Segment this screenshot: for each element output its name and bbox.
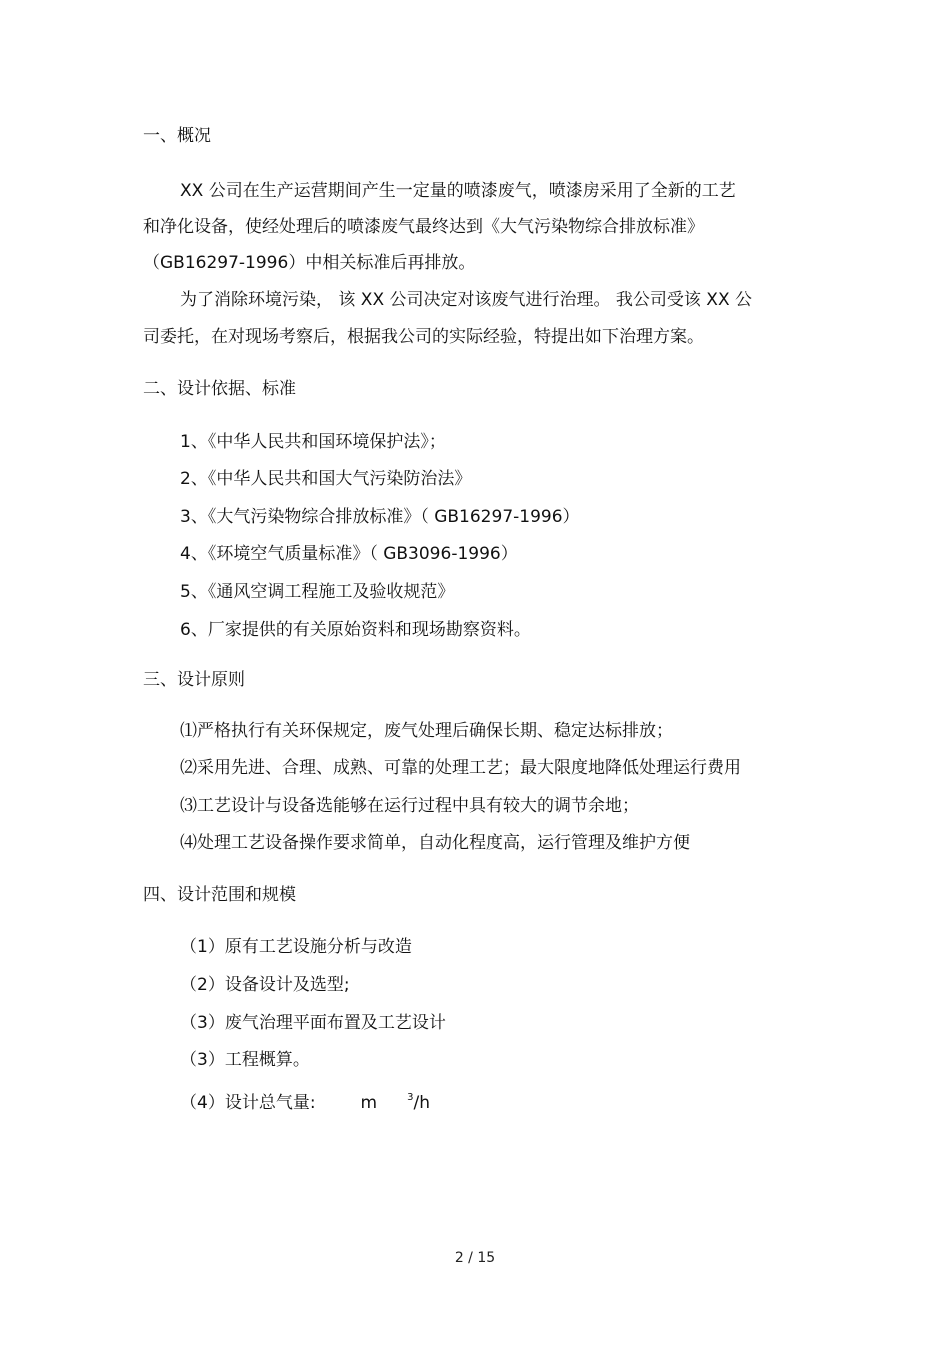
list-item: 4、《环境空气质量标准》（ GB3096-1996） [180,544,518,564]
paragraph-line: 和净化设备，使经处理后的喷漆废气最终达到《大气污染物综合排放标准》 [143,217,704,237]
list-item: （1）原有工艺设施分析与改造 [180,937,412,957]
list-item: （3）废气治理平面布置及工艺设计 [180,1013,446,1033]
list-item: 6、厂家提供的有关原始资料和现场勘察资料。 [180,620,531,640]
section-heading-basis: 二、设计依据、标准 [143,379,296,399]
list-item: （2）设备设计及选型; [180,975,350,995]
paragraph-line: （GB16297-1996）中相关标准后再排放。 [143,253,476,273]
page-number: 2 / 15 [454,1250,496,1266]
paragraph-line: 司委托，在对现场考察后，根据我公司的实际经验，特提出如下治理方案。 [143,327,704,347]
list-item: 2、《中华人民共和国大气污染防治法》 [180,469,472,489]
airflow-unit-m: m [360,1093,378,1113]
list-item: 3、《大气污染物综合排放标准》（ GB16297-1996） [180,507,580,527]
total-airflow-label: （4）设计总气量: [180,1093,316,1113]
paragraph-line: 为了消除环境污染， 该 XX 公司决定对该废气进行治理。 我公司受该 XX 公 [180,290,753,310]
list-item: ⑷处理工艺设备操作要求简单，自动化程度高，运行管理及维护方便 [180,833,690,853]
list-item-total-airflow [180,1087,430,1113]
list-item: ⑵采用先进、合理、成熟、可靠的处理工艺；最大限度地降低处理运行费用 [180,758,741,778]
list-item: （3）工程概算。 [180,1050,310,1070]
list-item: 5、《通风空调工程施工及验收规范》 [180,582,455,602]
list-item: 1、《中华人民共和国环境保护法》； [180,432,446,452]
list-item: ⑴严格执行有关环保规定，废气处理后确保长期、稳定达标排放； [180,721,673,741]
airflow-unit-superscript: 3 [407,1092,414,1103]
list-item: ⑶工艺设计与设备选能够在运行过程中具有较大的调节余地； [180,796,639,816]
section-heading-principles: 三、设计原则 [143,670,245,690]
airflow-unit-per-hour: /h [413,1093,430,1113]
section-heading-scope: 四、设计范围和规模 [143,885,296,905]
section-heading-overview: 一、概况 [143,126,211,146]
paragraph-line: XX 公司在生产运营期间产生一定量的喷漆废气，喷漆房采用了全新的工艺 [180,181,736,201]
